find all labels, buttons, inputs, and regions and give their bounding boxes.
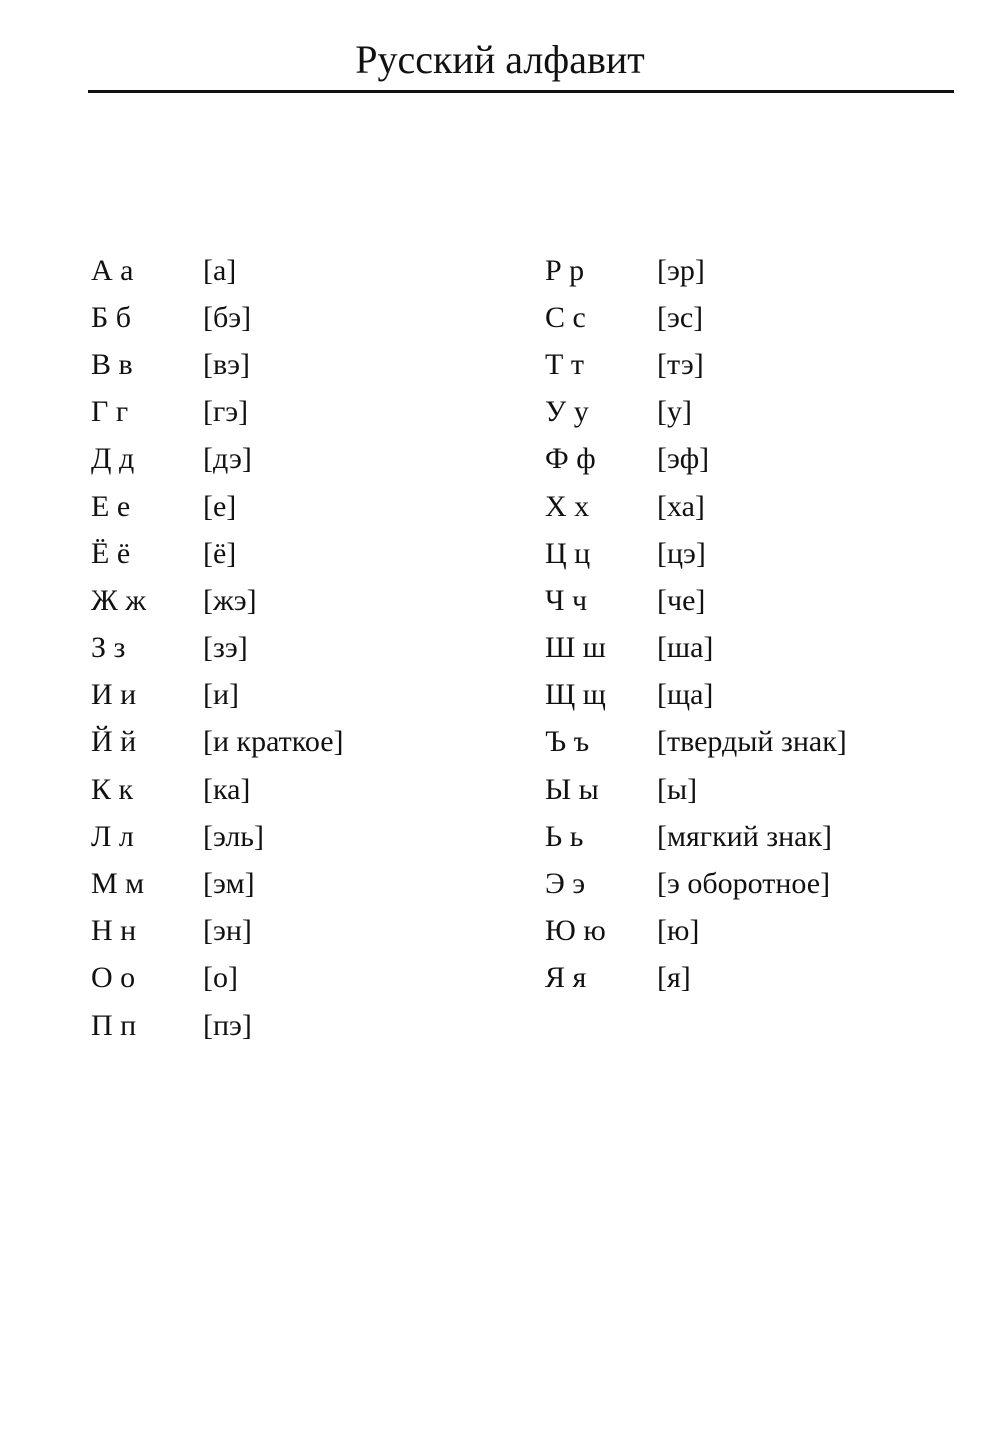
alphabet-row [91, 436, 344, 483]
alphabet-row [91, 247, 344, 294]
letter-name: [у] [657, 395, 692, 429]
alphabet-row [91, 766, 344, 813]
alphabet-row [91, 530, 344, 577]
letter-name: [е] [203, 489, 237, 523]
letter-pair: Й й [91, 725, 137, 759]
letter-name: [ю] [657, 914, 700, 948]
letter-pair: У у [545, 395, 589, 429]
letter-pair: Ш ш [545, 631, 606, 665]
letter-pair: Ч ч [545, 583, 588, 617]
letter-name: [бэ] [203, 300, 252, 334]
letter-name: [ша] [657, 631, 714, 665]
alphabet-row [91, 955, 344, 1002]
letter-pair: О о [91, 961, 136, 995]
letter-name: [тэ] [657, 347, 704, 381]
alphabet-row [91, 1002, 344, 1049]
letter-name: [э оборотное] [657, 867, 831, 901]
letter-pair: Т т [545, 347, 584, 381]
alphabet-row [91, 908, 344, 955]
letter-name: [я] [657, 961, 691, 995]
letter-pair: Б б [91, 300, 131, 334]
letter-pair: Е е [91, 489, 131, 523]
alphabet-row [545, 389, 847, 436]
alphabet-row [91, 389, 344, 436]
alphabet-row [91, 813, 344, 860]
letter-name: [че] [657, 583, 706, 617]
alphabet-row [545, 813, 847, 860]
alphabet-row [91, 483, 344, 530]
letter-pair: Р р [545, 253, 585, 287]
letter-pair: И и [91, 678, 137, 712]
alphabet-row [545, 766, 847, 813]
alphabet-row [545, 908, 847, 955]
letter-pair: Я я [545, 961, 587, 995]
alphabet-row [91, 294, 344, 341]
alphabet-row [545, 860, 847, 907]
letter-pair: М м [91, 867, 145, 901]
alphabet-right-column [545, 247, 847, 1002]
letter-pair: Д д [91, 442, 135, 476]
letter-name: [ё] [203, 536, 237, 570]
letter-name: [ы] [657, 772, 698, 806]
letter-name: [эль] [203, 819, 264, 853]
alphabet-row [91, 672, 344, 719]
letter-pair: А а [91, 253, 134, 287]
letter-name: [вэ] [203, 347, 251, 381]
letter-name: [эн] [203, 914, 252, 948]
letter-pair: Ё ё [91, 536, 131, 570]
letter-pair: К к [91, 772, 134, 806]
alphabet-row [545, 247, 847, 294]
letter-name: [гэ] [203, 395, 249, 429]
letter-name: [ща] [657, 678, 714, 712]
letter-pair: Ц ц [545, 536, 591, 570]
alphabet-row [545, 294, 847, 341]
alphabet-row [545, 436, 847, 483]
letter-pair: Л л [91, 819, 134, 853]
alphabet-row [545, 955, 847, 1002]
letter-pair: Ж ж [91, 583, 147, 617]
alphabet-row [545, 530, 847, 577]
letter-name: [эр] [657, 253, 705, 287]
letter-pair: Ь ь [545, 819, 584, 853]
letter-pair: Г г [91, 395, 129, 429]
letter-pair: Н н [91, 914, 137, 948]
alphabet-row [545, 341, 847, 388]
letter-pair: П п [91, 1008, 137, 1042]
letter-pair: Щ щ [545, 678, 606, 712]
letter-pair: Э э [545, 867, 586, 901]
letter-name: [эм] [203, 867, 255, 901]
letter-name: [мягкий знак] [657, 819, 833, 853]
alphabet-row [91, 577, 344, 624]
letter-pair: Ю ю [545, 914, 606, 948]
alphabet-row [91, 625, 344, 672]
alphabet-row [545, 625, 847, 672]
alphabet-left-column [91, 247, 344, 1049]
letter-name: [а] [203, 253, 237, 287]
letter-name: [пэ] [203, 1008, 252, 1042]
letter-name: [эф] [657, 442, 710, 476]
letter-name: [ка] [203, 772, 251, 806]
letter-name: [о] [203, 961, 238, 995]
alphabet-row [545, 719, 847, 766]
letter-pair: Х х [545, 489, 590, 523]
letter-name: [жэ] [203, 583, 257, 617]
letter-pair: Ъ ъ [545, 725, 590, 759]
letter-pair: Ф ф [545, 442, 596, 476]
letter-name: [твердый знак] [657, 725, 847, 759]
letter-name: [ха] [657, 489, 705, 523]
letter-pair: З з [91, 631, 126, 665]
page-title: Русский алфавит [355, 37, 645, 82]
title-divider [88, 90, 954, 93]
letter-name: [зэ] [203, 631, 248, 665]
alphabet-row [545, 672, 847, 719]
alphabet-row [91, 341, 344, 388]
alphabet-row [545, 483, 847, 530]
alphabet-row [545, 577, 847, 624]
letter-pair: Ы ы [545, 772, 599, 806]
letter-name: [дэ] [203, 442, 252, 476]
alphabet-row [91, 719, 344, 766]
letter-name: [и краткое] [203, 725, 344, 759]
letter-name: [цэ] [657, 536, 706, 570]
alphabet-row [91, 860, 344, 907]
letter-name: [и] [203, 678, 240, 712]
letter-name: [эс] [657, 300, 704, 334]
letter-pair: С с [545, 300, 586, 334]
letter-pair: В в [91, 347, 133, 381]
